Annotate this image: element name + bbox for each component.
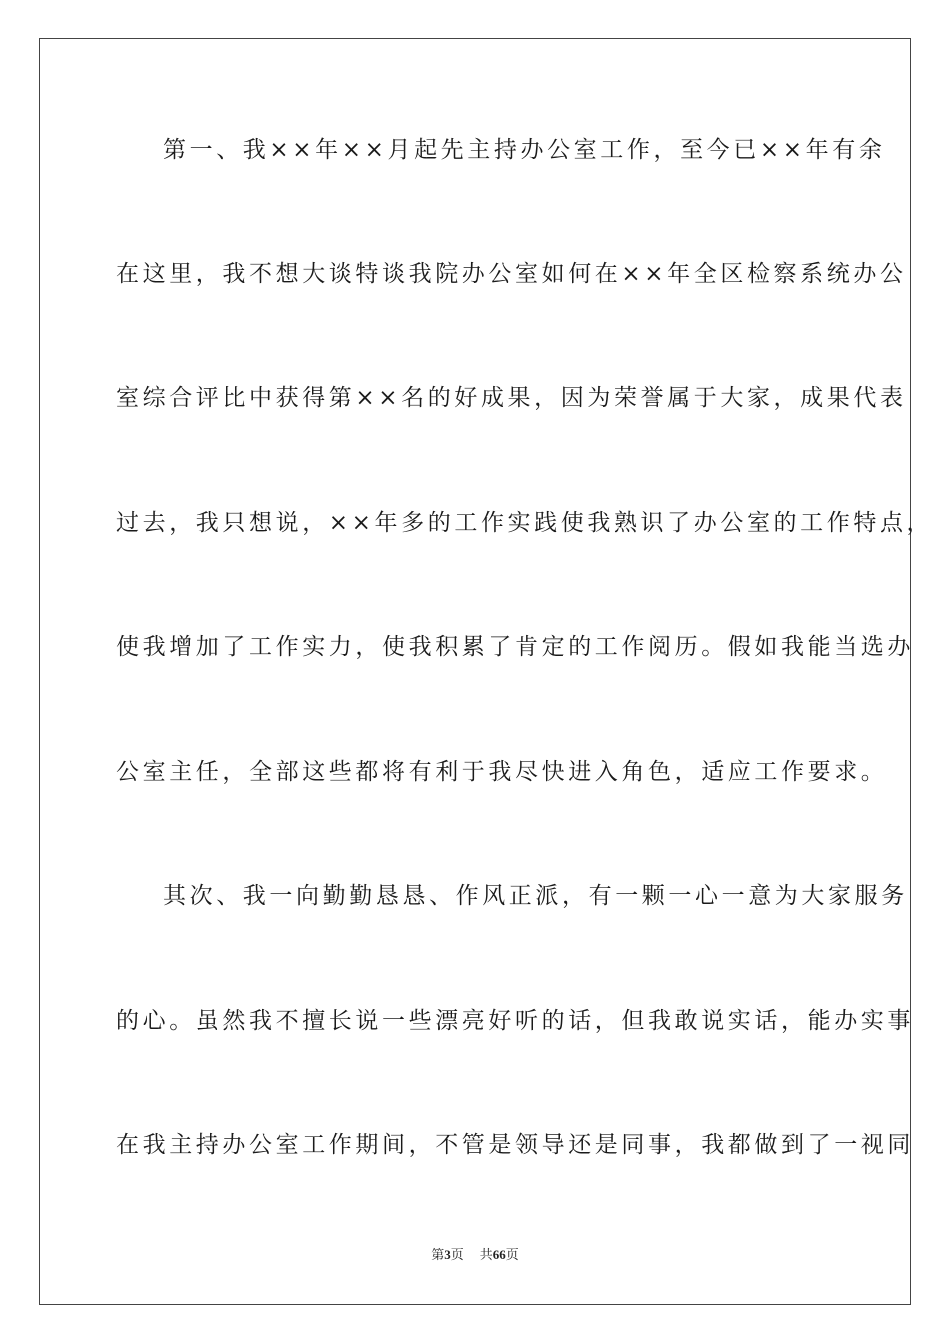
paragraph-line: 其次、我一向勤勤恳恳、作风正派，有一颗一心一意为大家服务	[163, 883, 908, 909]
paragraph-line: 在我主持办公室工作期间，不管是领导还是同事，我都做到了一视同	[116, 1132, 914, 1158]
footer-suffix: 页	[505, 1247, 519, 1262]
paragraph-line: 公室主任，全部这些都将有利于我尽快进入角色，适应工作要求。	[116, 759, 888, 785]
footer-total-prefix: 共	[479, 1247, 493, 1262]
paragraph-line: 室综合评比中获得第××名的好成果，因为荣誉属于大家，成果代表	[116, 385, 907, 411]
page-number-footer	[0, 1244, 950, 1263]
footer-page-word: 页	[450, 1247, 464, 1262]
page-border	[39, 38, 934, 1305]
paragraph-line: 的心。虽然我不擅长说一些漂亮好听的话，但我敢说实话，能办实事	[116, 1008, 914, 1034]
paragraph-line: 过去，我只想说，××年多的工作实践使我熟识了办公室的工作特点，	[116, 510, 934, 536]
paragraph-line: 使我增加了工作实力，使我积累了肯定的工作阅历。假如我能当选办	[116, 634, 914, 660]
footer-prefix: 第	[431, 1247, 445, 1262]
total-page-count: 66	[492, 1247, 506, 1262]
paragraph-line: 第一、我××年××月起先主持办公室工作，至今已××年有余	[163, 137, 886, 163]
paragraph-line: 在这里，我不想大谈特谈我院办公室如何在××年全区检察系统办公	[116, 261, 907, 287]
current-page-number: 3	[444, 1247, 451, 1262]
